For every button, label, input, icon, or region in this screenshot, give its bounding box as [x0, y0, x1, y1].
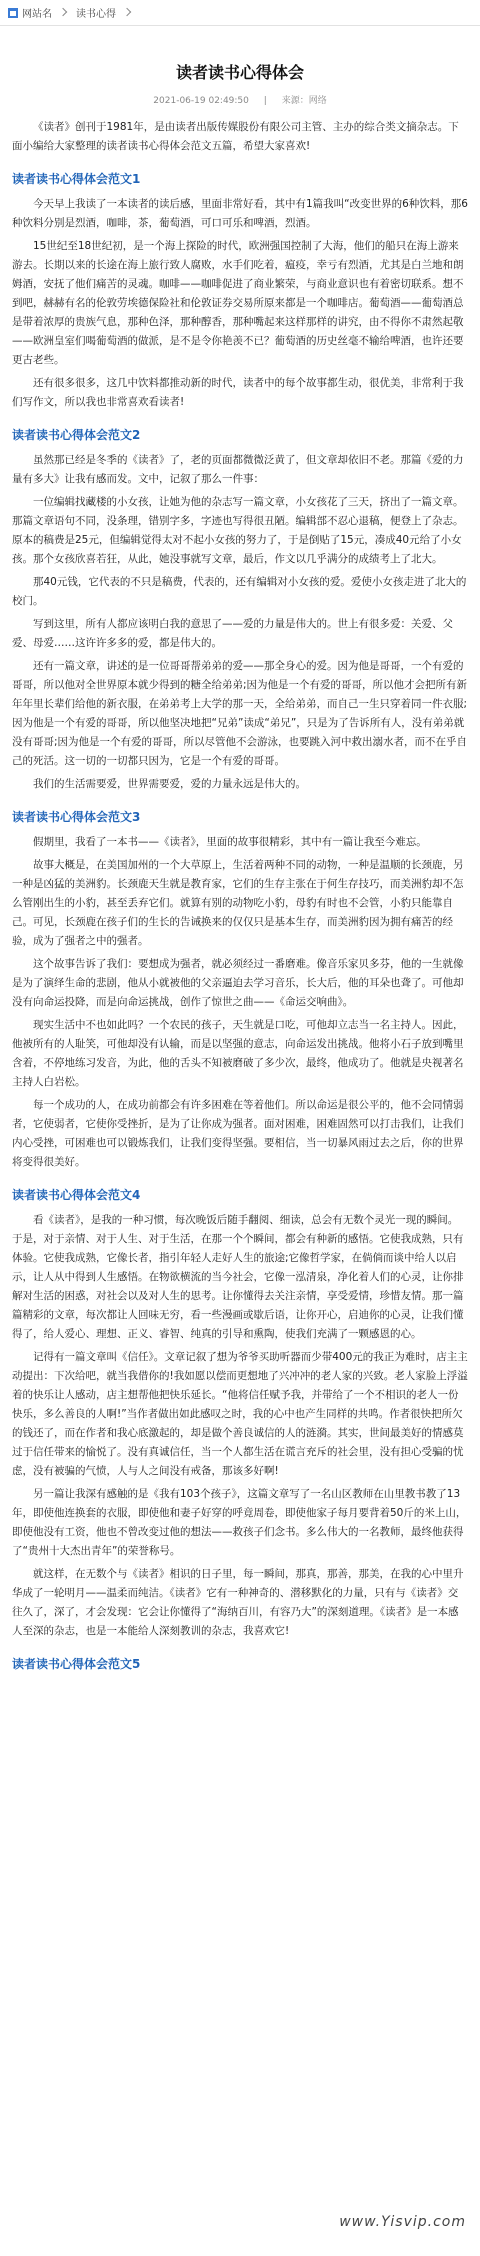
section-paragraph: 现实生活中不也如此吗？一个农民的孩子，天生就是口吃，可他却立志当一名主持人。因此，他被所有的人耻笑，可他却没有认输，而是以坚强的意志，向命运发出挑战。他将小石子放到嘴里含着，不停地练习发音，为此，他的舌头不知被磨破了多少次，最终，他成功了。他就是央视著名主持人白岩松。: [12, 1019, 464, 1088]
section-heading: 读者读书心得体会范文5: [12, 1657, 141, 1671]
section-paragraph: 记得有一篇文章叫《信任》。文章记叙了想为爷爷买助听器而少带400元的我正为难时，店主主动提出：下次给吧，就当我借你的!我如愿以偿而更想地了兴冲冲的老人家的兴致。老人家脸上浮溢着的快乐让人感动，店主想帮他把快乐延长。“他将信任赋予我，并带给了一个不相识的老人一份快乐，多么善良的人啊!”当作者做出如此感叹之时，我的心中也产生同样的共鸣。作者很快把所欠的钱还了，而在作者和我心底激起的，却是做个善良诚信的人的涟漪。其实，世间最美好的情感莫过于信任带来的愉悦了。没有真诚信任，当一个人都生活在谎言充斥的社会里，没有担心受骗的忧虑，没有被骗的气愤，人与人之间没有戒备，那该多好啊!: [12, 1351, 468, 1477]
section-paragraph: 今天早上我读了一本读者的读后感，里面非常好看，其中有1篇我叫“改变世界的6种饮料，那6种饮料分别是烈酒，咖啡，茶，葡萄酒，可口可乐和啤酒，烈酒。: [12, 198, 468, 229]
section-paragraph: 每一个成功的人，在成功前都会有许多困难在等着他们。所以命运是很公平的，他不会同情弱者，它使弱者，它使你受挫折，是为了让你成为强者。面对困难，困难固然可以打击我们，让我们内心受挫，可困难也可以锻炼我们，让我们变得坚强。要相信，当一切暴风雨过去之后，你的世界将变得很美好。: [12, 1099, 464, 1168]
home-icon[interactable]: [8, 8, 18, 18]
chevron-right-icon: [60, 9, 68, 17]
section-paragraph: 一位编辑找藏楼的小女孩，让她为他的杂志写一篇文章，小女孩花了三天，挤出了一篇文章。那篇文章语句不同，没条理，错别字多，字迹也写得很丑陋。编辑部不忍心退稿，便登上了杂志。原本的稿费是25元，但编辑觉得太对不起小女孩的努力了，于是倒贴了15元，凑成40元给了小女孩。那个女孩欣喜若狂，从此，她没事就写文章，最后，作文以几乎满分的成绩考上了北大。: [12, 496, 464, 565]
article: [0, 60, 480, 1672]
section-heading: 读者读书心得体会范文4: [12, 1188, 141, 1202]
section-paragraph: 我们的生活需要爱，世界需要爱，爱的力量永远是伟大的。: [33, 778, 306, 790]
article-intro: 《读者》创刊于1981年，是由读者出版传媒股份有限公司主管、主办的综合类文摘杂志。下面小编给大家整理的读者读书心得体会范文五篇，希望大家喜欢!: [12, 121, 459, 152]
section-heading: 读者读书心得体会范文3: [12, 810, 141, 824]
section-paragraph: 另一篇让我深有感触的是《我有103个孩子》，这篇文章写了一名山区教师在山里教书教了13年，即使他连换套的衣服，即使他和妻子好穿的呼竟周卷，即使他家子每月要背着50斤的米上山，即使他没有工资，他也不曾改变过他的想法——救孩子们念书。多么伟大的一名教师，最终他获得了“贵州十大杰出青年”的荣誉称号。: [12, 1488, 467, 1557]
breadcrumb-section-link[interactable]: 读书心得: [76, 9, 116, 20]
article-meta: [12, 93, 468, 106]
section-paragraph: 还有一篇文章，讲述的是一位哥哥帮弟弟的爱——那全身心的爱。因为他是哥哥，一个有爱的哥哥，所以他对全世界原本就少得到的糖全给弟弟;因为他是一个有爱的哥哥，所以他才会把所有新年年里长辈们给他的新衣服，在弟弟考上大学的那一天，全给弟弟，而自己一生只穿着同一件衣服;因为他是一个有爱的哥哥，所以他坚决地把“兄弟”读成“弟兄”，只是为了告诉所有人，没有弟弟就没有哥哥;因为他是一个有爱的哥哥，所以尽管他不会游泳，也要跳入河中救出溺水者，而不在乎自己的死活。这一切的一切都只因为，它是一个有爱的哥哥。: [12, 660, 468, 767]
section-paragraph: 假期里，我看了一本书——《读者》，里面的故事很精彩，其中有一篇让我至今难忘。: [33, 836, 427, 848]
section-paragraph: 虽然那已经是冬季的《读者》了，老的页面都微微泛黄了，但文章却依旧不老。那篇《爱的力量有多大》让我有感而发。文中，记叙了那么一件事：: [12, 454, 464, 485]
section-paragraph: 就这样，在无数个与《读者》相识的日子里，每一瞬间，那真，那善，那美，在我的心中里升华成了一轮明月——温柔而纯洁。《读者》它有一种神奇的、潜移默化的力量，只有与《读者》交往久了，深了，才会发现：它会让你懂得了“海纳百川，有容乃大”的深刻道理。《读者》是一本感人至深的杂志，也是一本能给人深刻教训的杂志，我喜欢它!: [12, 1568, 464, 1637]
section-paragraph: 看《读者》，是我的一种习惯，每次晚饭后随手翻阅、细读，总会有无数个灵光一现的瞬间。于是，对于亲情、对于人生、对于生活，在那一个个瞬间，都会有种新的感悟。它使我成熟，只有体验。它使我成熟，它像长者，指引年轻人走好人生的旅途;它像哲学家，在倘倘而谈中给人以启示，让人从中得到人生感悟。在物欲横流的当今社会，它像一泓清泉，净化着人们的心灵，让你排解对生活的困惑，对社会以及对人生的思考。让你懂得去关注亲情，享受爱情，珍惜友情。那一篇篇精彩的文章，每次都让人回味无穷，看一些漫画或歇后语，让你开心，启迪你的心灵，让我们懂得了，给人爱心、理想、正义、睿智、纯真的引导和熏陶，使我们充满了一颗感恩的心。: [12, 1214, 464, 1340]
section-paragraph: 15世纪至18世纪初，是一个海上探险的时代，欧洲强国控制了大海，他们的船只在海上游来游去。长期以来的长途在海上旅行致人腐败，水手们吃着，瘟疫，幸亏有烈酒，尤其是白兰地和朗姆酒，安抚了他们痛苦的灵魂。咖啡——咖啡促进了商业繁荣，与商业意识也有着密切联系。想不到吧，赫赫有名的伦敦劳埃德保险社和伦敦证券交易所原来都是一个咖啡店。葡萄酒——葡萄酒总是带着浓厚的贵族气息，那种色泽，那种醇香，那种嘴起来这样那样的讲究，由不得你不肃然起敬——欧洲皇室们喝葡萄酒的做派，是不是令你艳羡不已？葡萄酒的历史丝毫不输给啤酒，也许还要更古老些。: [12, 240, 464, 366]
breadcrumb-home-link[interactable]: 网站名: [22, 9, 52, 20]
section-heading: 读者读书心得体会范文1: [12, 172, 141, 186]
meta-divider: |: [263, 96, 267, 106]
section-paragraph: 故事大概是，在美国加州的一个大草原上，生活着两种不同的动物，一种是温顺的长颈鹿，另一种是凶猛的美洲豹。长颈鹿天生就是教育家，它们的生存主张在于何生存技巧，而美洲豹却不怎么管刚出生的小豹，甚至丢弃它们。就算有别的动物吃小豹，母豹有时也不会管，小豹只能靠自己。可见，长颈鹿在孩子们的生长的告诫换来的仅仅只是基本生存，而美洲豹因为拥有痛苦的经验，成为了强者之中的强者。: [12, 859, 464, 947]
section-paragraph: 这个故事告诉了我们：要想成为强者，就必须经过一番磨难。像音乐家贝多芬，他的一生就像是为了演绎生命的悲剧，他从小就被他的父亲逼迫去学习音乐，长大后，他的耳朵也聋了。可他却没有向命运投降，而是向命运挑战，创作了惊世之曲——《命运交响曲》。: [12, 958, 464, 1008]
chevron-right-icon: [124, 9, 132, 17]
section-paragraph: 还有很多很多，这几中饮料都推动新的时代，读者中的每个故事都生动，很优美，非常利于我们写作文，所以我也非常喜欢看读者!: [12, 377, 464, 408]
breadcrumb: [0, 0, 480, 26]
section-heading: 读者读书心得体会范文2: [12, 428, 141, 442]
site-watermark: www.Yisvip.com: [339, 2214, 466, 2230]
article-source: 来源：网络: [281, 96, 327, 106]
section-paragraph: 写到这里，所有人都应该明白我的意思了——爱的力量是伟大的。世上有很多爱：关爱、父爱、母爱……这许许多多的爱，都是伟大的。: [12, 618, 453, 649]
page-title: 读者读书心得体会: [175, 63, 304, 82]
article-sections: [12, 170, 468, 1672]
section-paragraph: 那40元钱，它代表的不只是稿费，代表的，还有编辑对小女孩的爱。爱使小女孩走进了北大的校门。: [12, 576, 467, 607]
article-date: 2021-06-19 02:49:50: [153, 96, 249, 106]
